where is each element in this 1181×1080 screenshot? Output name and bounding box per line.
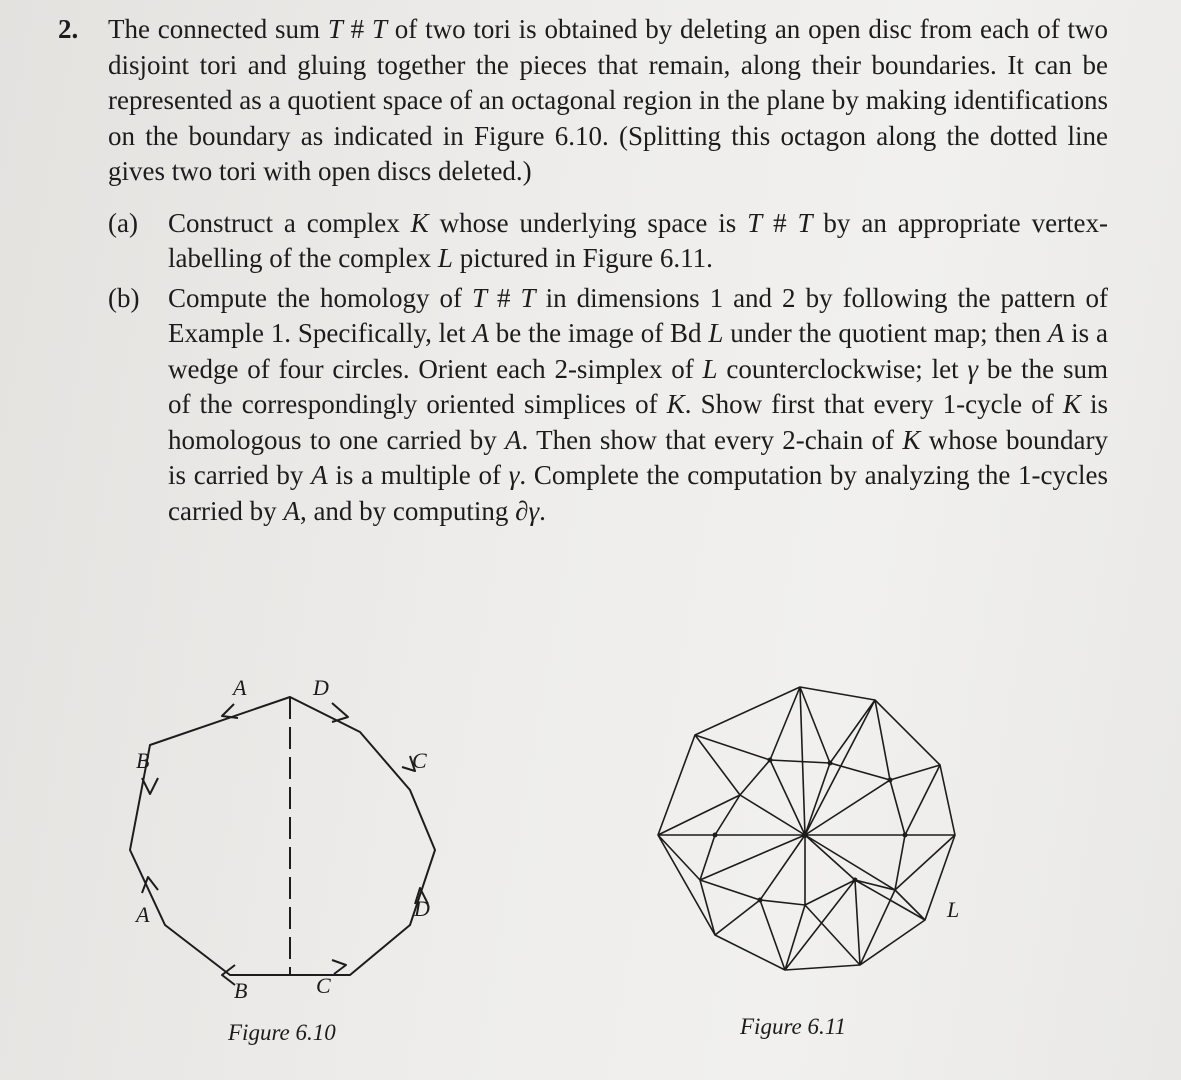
math-symbol: L: [437, 243, 453, 273]
math-symbol: γ: [508, 460, 520, 490]
label-d-top: D: [313, 675, 329, 700]
label-b-bottom: B: [234, 978, 248, 1000]
arrow-edge-c-bottom: [332, 960, 346, 974]
part-a-label: (a): [108, 207, 138, 238]
math-symbol: A: [505, 424, 522, 455]
label-c-bottom: C: [316, 973, 331, 998]
octagon-outline: [130, 697, 435, 975]
label-b-upper: B: [136, 748, 150, 773]
math-symbol: L: [702, 353, 718, 384]
math-symbol: K: [1062, 389, 1081, 419]
part-a-text: Construct a complex K whose underlying space is T # T by an appropriate vertex-labelling of the complex L pictured in Figure 6.11.: [168, 207, 1109, 273]
problem-number: 2.: [58, 14, 79, 44]
part-b: [108, 281, 1108, 530]
math-symbol: A: [472, 318, 489, 348]
triangulation-edges: [658, 687, 955, 970]
math-symbol: T: [797, 207, 813, 238]
figure-6-10: [110, 660, 460, 1000]
math-symbol: T: [371, 14, 387, 44]
arrow-edge-b-upper: [142, 778, 158, 794]
math-symbol: T: [327, 14, 343, 44]
math-symbol: A: [311, 460, 328, 490]
math-symbol: A: [1047, 318, 1065, 348]
problem-2: [58, 12, 1108, 529]
math-symbol: L: [708, 318, 724, 348]
label-a-top: A: [233, 675, 247, 700]
octagon-diagram: [110, 660, 460, 1000]
math-symbol: γ: [528, 495, 540, 526]
part-b-label: (b): [108, 282, 140, 313]
math-symbol: γ: [967, 353, 979, 384]
math-symbol: A: [283, 495, 300, 526]
math-symbol: K: [410, 207, 429, 238]
math-symbol: K: [666, 389, 685, 419]
caption-figure-6-11: Figure 6.11: [740, 1014, 847, 1039]
label-c-upper: C: [412, 748, 427, 773]
math-symbol: T: [471, 282, 488, 313]
math-symbol: T: [747, 207, 763, 238]
label-d-lower: D: [414, 896, 430, 921]
problem-intro: The connected sum T # T of two tori is obtained by deleting an open disc from each of two disjoint tori and gluing together the pieces that remain, along their boundaries. It can be represented as a quotient space of an octagonal region in the plane by making identifications on the boundary as indicated in Figure 6.10. (Splitting this octagon along the dotted line gives two tori with open discs deleted.): [108, 14, 1109, 186]
label-complex-l: L: [947, 897, 960, 922]
triangulated-octagon: [640, 675, 980, 995]
inner-vertices: [713, 758, 908, 903]
math-symbol: T: [520, 282, 536, 313]
part-b-text: Compute the homology of T # T in dimensions 1 and 2 by following the pattern of Example 1. Specifically, let A be the image of Bd L under the quotient map; then A is a wedge of four circles. Orient each 2-simplex of L counterclockwise; let γ be the sum of the correspondingly oriented simplices of K. Show first that every 1-cycle of K is homologous to one carried by A. Then show that every 2-chain of K whose boundary is carried by A is a multiple of γ. Complete the computation by analyzing the 1-cycles carried by A, and by computing ∂γ.: [168, 282, 1109, 526]
label-a-lower: A: [136, 902, 150, 927]
caption-figure-6-10: Figure 6.10: [228, 1020, 336, 1045]
figure-6-11: [640, 675, 980, 995]
math-symbol: K: [902, 424, 921, 455]
part-a: [108, 206, 1108, 277]
